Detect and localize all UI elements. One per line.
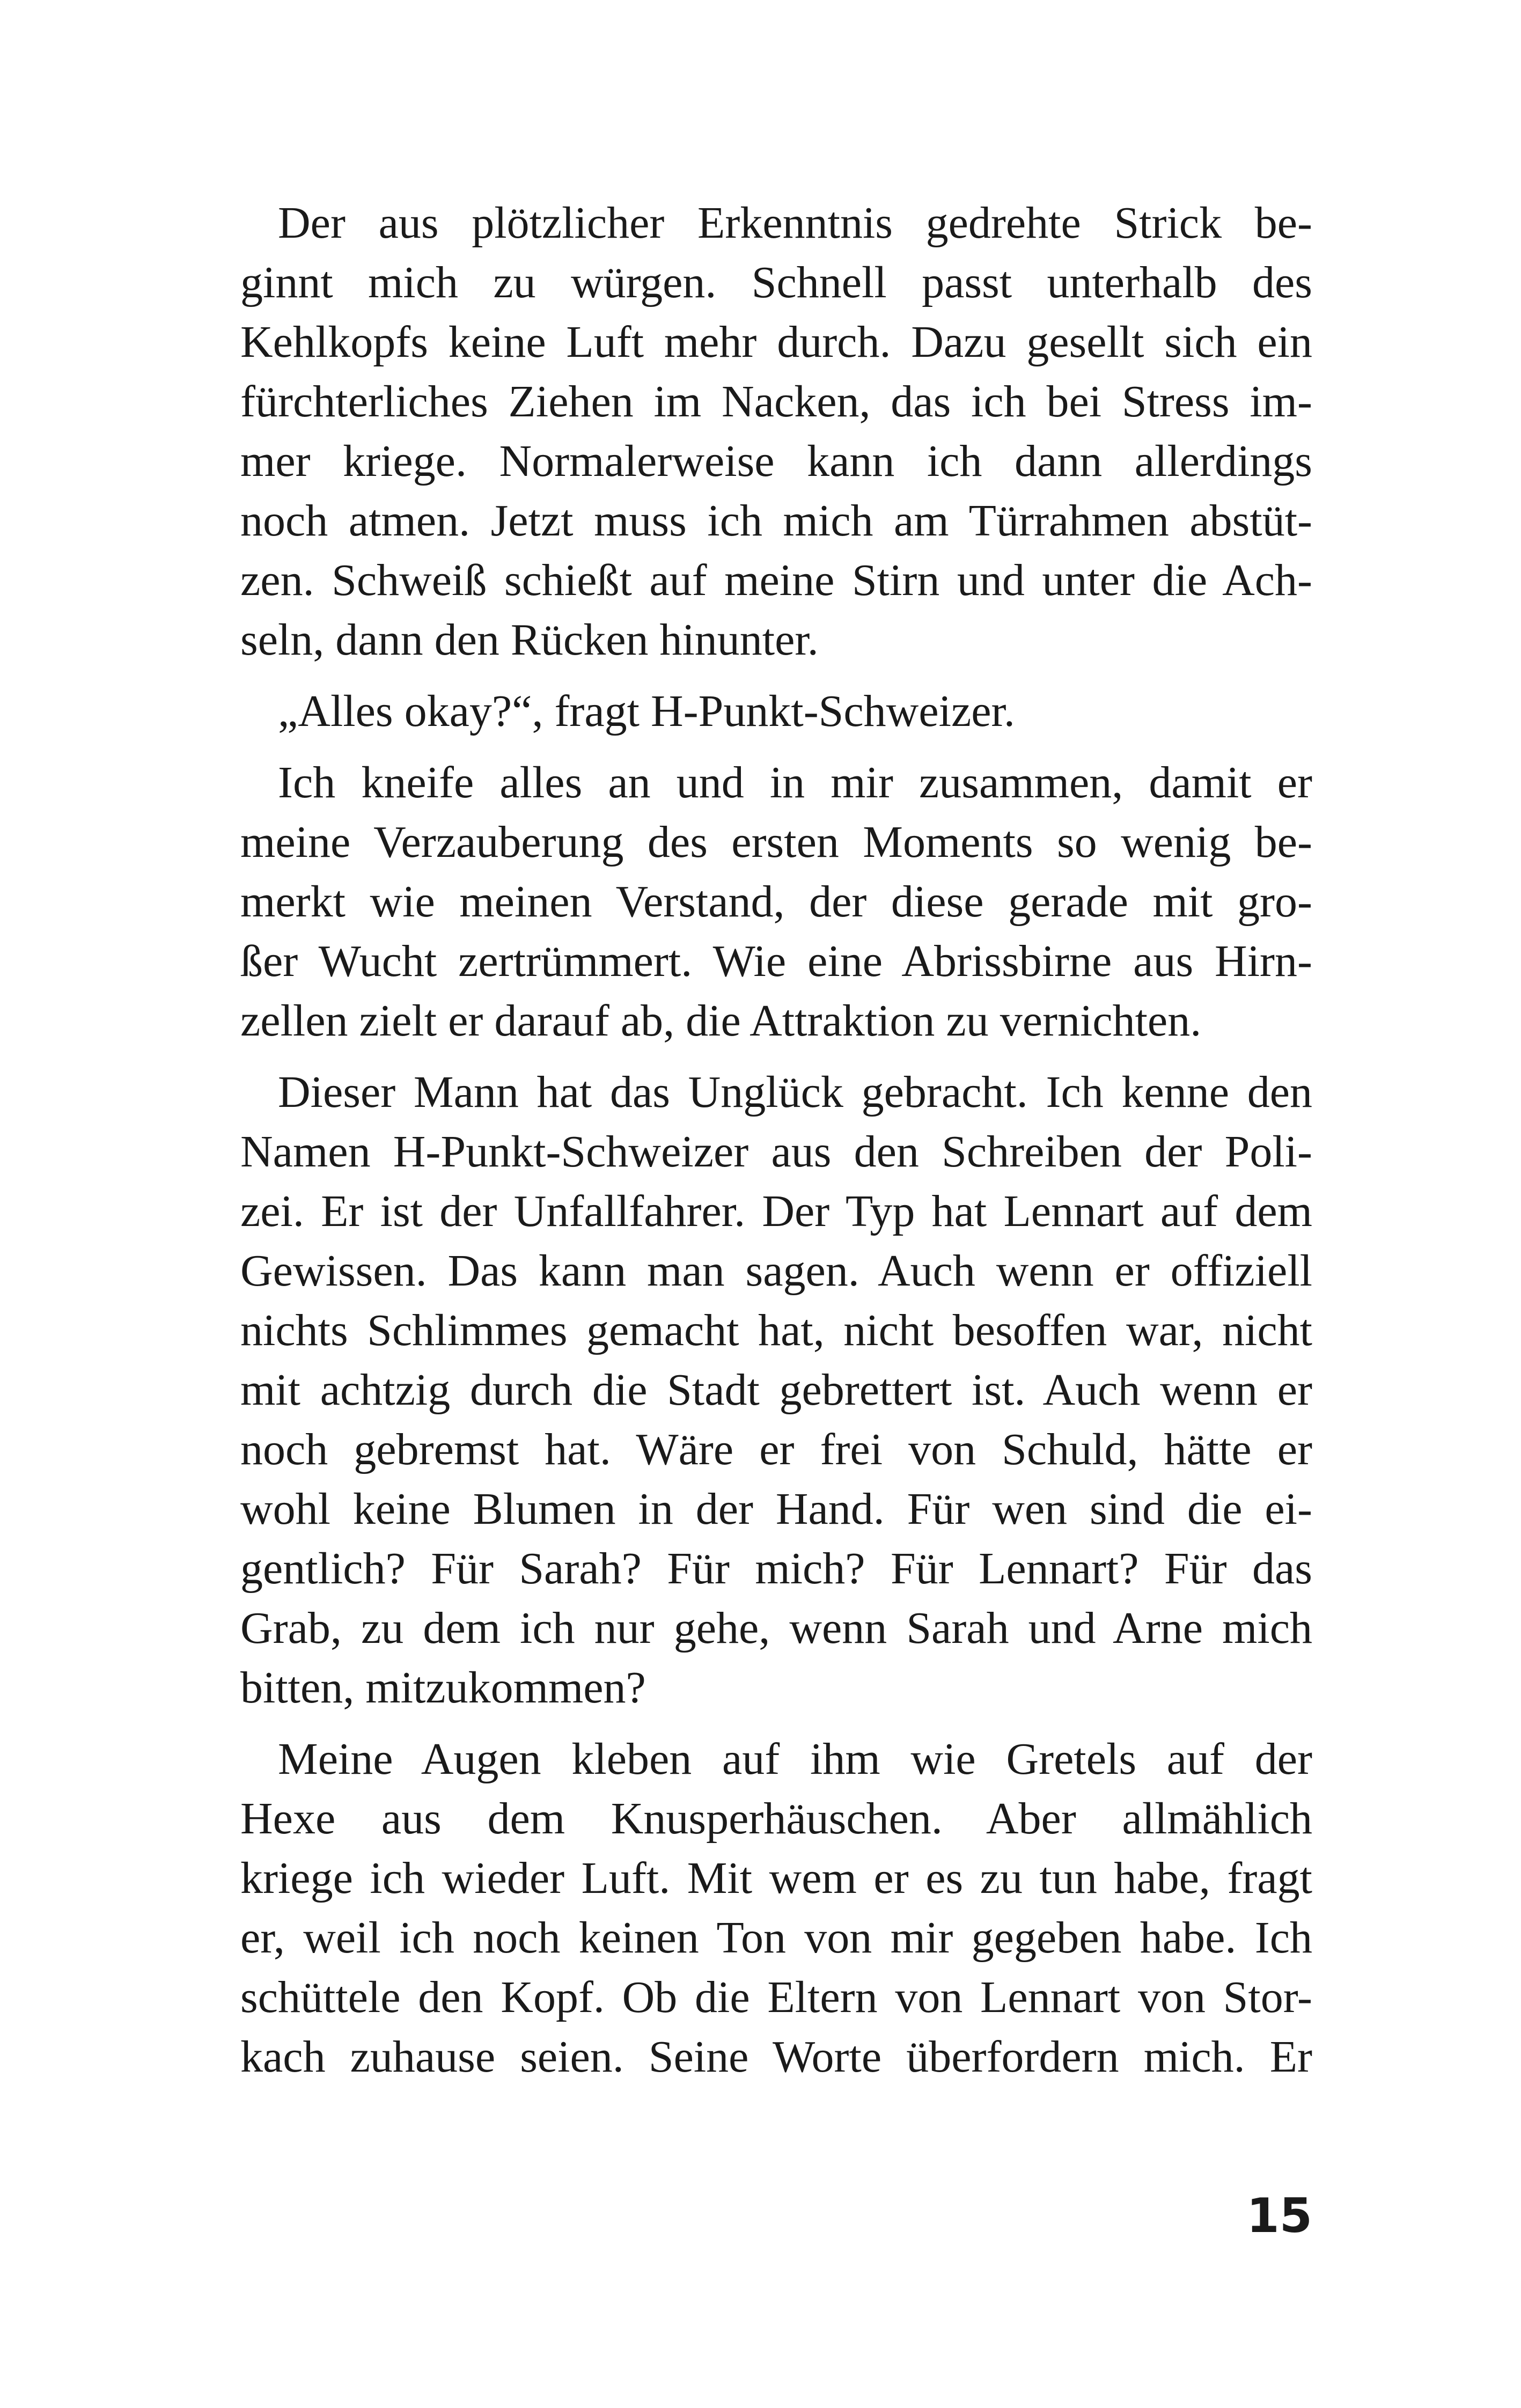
text-line: ßer Wucht zertrümmert. Wie eine Abrissbirne aus Hirn- bbox=[240, 936, 1312, 986]
text-line: wohl keine Blumen in der Hand. Für wen sind die ei- bbox=[240, 1484, 1312, 1534]
paragraph bbox=[240, 1062, 1312, 1717]
text-line: Dieser Mann hat das Unglück gebracht. Ich kenne den bbox=[278, 1067, 1312, 1117]
text-line: Ich kneife alles an und in mir zusammen, damit er bbox=[278, 758, 1312, 807]
text-line: er, weil ich noch keinen Ton von mir gegeben habe. Ich bbox=[240, 1913, 1312, 1963]
paragraph bbox=[240, 681, 1312, 741]
text-line: Der aus plötzlicher Erkenntnis gedrehte Strick be- bbox=[278, 198, 1312, 248]
text-line: mit achtzig durch die Stadt gebrettert ist. Auch wenn er bbox=[240, 1365, 1312, 1415]
text-line: „Alles okay?“, fragt H-Punkt-Schweizer. bbox=[278, 686, 1015, 736]
text-line: merkt wie meinen Verstand, der diese gerade mit gro- bbox=[240, 877, 1312, 927]
text-line: Meine Augen kleben auf ihm wie Gretels auf der bbox=[278, 1734, 1312, 1784]
text-line: Hexe aus dem Knusperhäuschen. Aber allmählich bbox=[240, 1794, 1312, 1844]
text-line: nichts Schlimmes gemacht hat, nicht besoffen war, nicht bbox=[240, 1305, 1312, 1355]
text-line: ginnt mich zu würgen. Schnell passt unterhalb des bbox=[240, 258, 1312, 307]
page-number: 15 bbox=[1246, 2188, 1312, 2243]
text-line: seln, dann den Rücken hinunter. bbox=[240, 615, 819, 665]
paragraph bbox=[240, 1729, 1312, 2087]
text-line: fürchterliches Ziehen im Nacken, das ich bei Stress im- bbox=[240, 377, 1312, 427]
text-line: meine Verzauberung des ersten Moments so wenig be- bbox=[240, 817, 1312, 867]
text-line: kach zuhause seien. Seine Worte überfordern mich. Er bbox=[240, 2032, 1312, 2082]
text-line: Namen H-Punkt-Schweizer aus den Schreiben der Poli- bbox=[240, 1127, 1312, 1177]
text-line: zei. Er ist der Unfallfahrer. Der Typ hat Lennart auf dem bbox=[240, 1186, 1312, 1236]
text-line: zellen zielt er darauf ab, die Attraktion zu vernichten. bbox=[240, 996, 1202, 1046]
text-line: mer kriege. Normalerweise kann ich dann allerdings bbox=[240, 436, 1312, 486]
text-line: noch gebremst hat. Wäre er frei von Schuld, hätte er bbox=[240, 1425, 1312, 1474]
text-line: bitten, mitzukommen? bbox=[240, 1663, 646, 1713]
text-line: kriege ich wieder Luft. Mit wem er es zu tun habe, fragt bbox=[240, 1853, 1312, 1903]
paragraph bbox=[240, 753, 1312, 1051]
body-text bbox=[240, 193, 1312, 2098]
text-line: Gewissen. Das kann man sagen. Auch wenn er offiziell bbox=[240, 1246, 1312, 1296]
text-line: schüttele den Kopf. Ob die Eltern von Lennart von Stor- bbox=[240, 1972, 1312, 2022]
text-line: noch atmen. Jetzt muss ich mich am Türrahmen abstüt- bbox=[240, 496, 1312, 546]
paragraph bbox=[240, 193, 1312, 670]
text-line: zen. Schweiß schießt auf meine Stirn und unter die Ach- bbox=[240, 555, 1312, 605]
text-line: gentlich? Für Sarah? Für mich? Für Lennart? Für das bbox=[240, 1544, 1312, 1594]
text-line: Grab, zu dem ich nur gehe, wenn Sarah und Arne mich bbox=[240, 1603, 1312, 1653]
text-line: Kehlkopfs keine Luft mehr durch. Dazu gesellt sich ein bbox=[240, 317, 1312, 367]
